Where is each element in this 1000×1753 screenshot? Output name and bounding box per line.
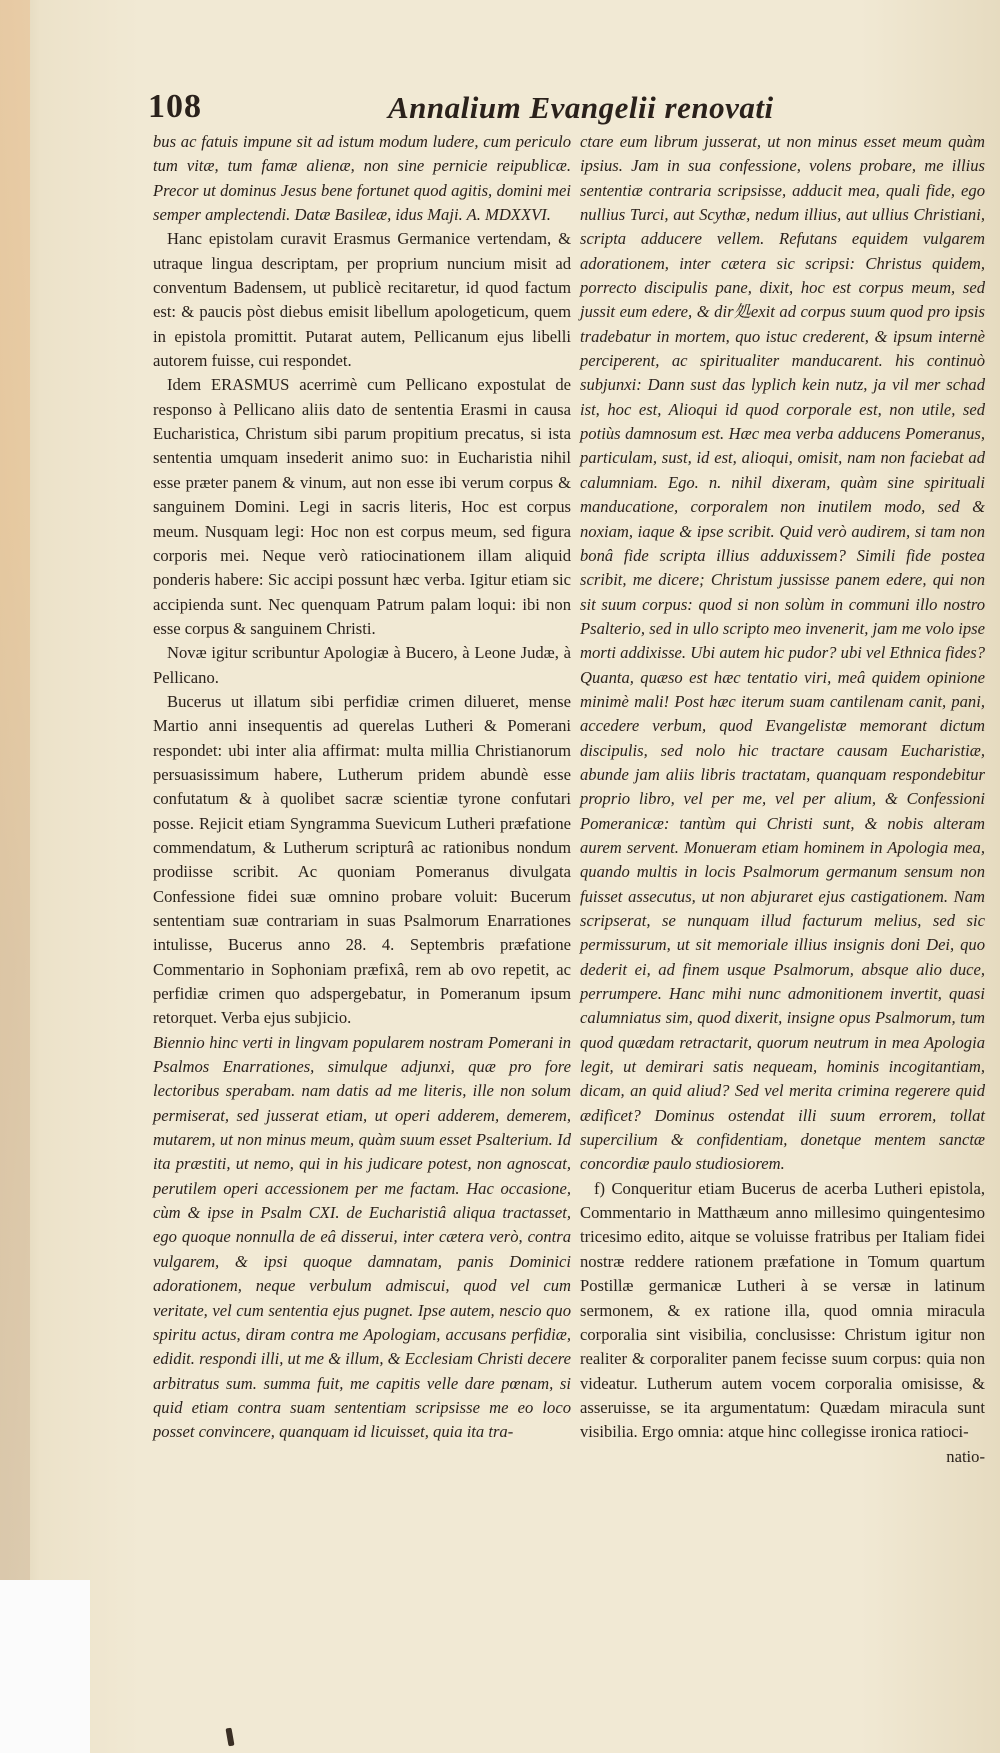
right-column [580, 130, 985, 1469]
catchword: natio- [946, 1446, 985, 1466]
paragraph: f) Conqueritur etiam Bucerus de acerba Lutheri epistola, Commentario in Matthæum anno millesimo quingentesimo tricesimo edito, aitque se voluisse fratribus per Italiam fidei nostræ reddere rationem præfatione in Tomum quartum Postillæ germanicæ Lutheri à se versæ in latinum sermonem, & ex ratione illa, quod omnia miracula corporalia sint visibilia, conclusisse: Christum igitur non realiter & corporaliter panem fecisse suum corpus: quia non videatur. Lutherum autem vocem corporalia omisisse, & asseruisse, se ita argumentatum: Quædam miracula sunt visibilia. Ergo omnia: atque hinc collegisse ironica ratioci- [580, 1178, 985, 1442]
page-header [148, 88, 968, 132]
scan-corner [0, 1580, 90, 1753]
paragraph: Biennio hinc verti in lingvam popularem nostram Pomerani in Psalmos Enarrationes, simulque adjunxi, quæ pro fore lectoribus sperabam. nam datis ad me literis, ille non solum permiserat, sed jusserat etiam, ut operi adderem, demerem, mutarem, ut non minus meum, quàm suum esset Psalterium. Id ita præstiti, ut nemo, qui in his judicare potest, non agnoscat, perutilem operi accessionem per me factam. Hac occasione, cùm & ipse in Psalm CXI. de Eucharistiâ aliqua tractasset, ego quoque nonnulla de eâ disserui, inter cætera verò, contra vulgarem, & ipsi quoque damnatam, panis Dominici adorationem, neque verbulum admiscui, quod vel cum veritate, vel cum sententia ejus pugnet. Ipse autem, nescio quo spiritu actus, diram contra me Apologiam, accusans perfidiæ, edidit. respondi illi, ut me & illum, & Ecclesiam Christi decere arbitratus sum. summa fuit, me capitis velle dare pœnam, si quid etiam contra suam sententiam scripsisse me eo loco posset convincere, quanquam id licuisset, quia ita tra- [153, 1032, 571, 1442]
page-number: 108 [148, 88, 202, 125]
running-title: Annalium Evangelii renovati [388, 90, 774, 125]
paragraph: Idem ERASMUS acerrimè cum Pellicano expostulat de responso à Pellicano aliis dato de sententia Erasmi in causa Eucharistica, Christum sibi parum propitium precatus, si ista sententia umquam insederit animo suo: in Eucharistia nihil esse præter panem & vinum, aut non esse ibi verum corpus & sanguinem Domini. Legi in sacris literis, Hoc est corpus meum. Nusquam legi: Hoc non est corpus meum, sed figura corporis mei. Neque verò ratiocinationem illam aliquid ponderis habere: Sic accipi possunt hæc verba. Igitur etiam sic accipienda sunt. Nec quenquam Patrum palam loqui: ibi non esse corpus & sanguinem Christi. [153, 375, 571, 638]
left-column [153, 130, 571, 1445]
paragraph: Novæ igitur scribuntur Apologiæ à Bucero, à Leone Judæ, à Pellicano. [153, 643, 571, 687]
page-edge-stain [0, 0, 30, 1753]
paragraph: Bucerus ut illatum sibi perfidiæ crimen dilueret, mense Martio anni insequentis ad querelas Lutheri & Pomerani respondet: ubi inter alia affirmat: multa millia Christianorum persuasissimum habere, Lutherum pridem abundè esse confutatum & à quolibet sacræ scientiæ tyrone confutari posse. Rejicit etiam Syngramma Suevicum Lutheri præfatione commendatum, & Lutherum scripturâ ac rationibus nondum prodiisse scribit. Ac quoniam Pomeranus divulgata Confessione fidei suæ omnino probare voluit: Bucerum sententiam suæ contrariam in suas Psalmorum Enarrationes intulisse, Bucerus anno 28. 4. Septembris præfatione Commentario in Sophoniam præfixâ, rem ab ovo repetit, ac perfidiæ crimen quo adspergebatur, in Pomeranum ipsum retorquet. Verba ejus subjicio. [153, 691, 571, 1028]
paragraph: Hanc epistolam curavit Erasmus Germanice vertendam, & utraque lingua descriptam, per proprium nuncium misit ad conventum Badensem, ut publicè recitaretur, id quod factum est: & paucis pòst diebus emisit libellum apologeticum, quem in epistola promittit. Putarat autem, Pellicanum ejus libelli autorem fuisse, cui respondet. [153, 229, 571, 371]
paragraph: ctare eum librum jusserat, ut non minus esset meum quàm ipsius. Jam in sua confessione, volens probare, me illius sententiæ contraria scripsisse, adducit mea, quali fide, ego nullius Turci, aut Scythæ, nedum illius, aut ullius Christiani, scripta adducere vellem. Refutans equidem vulgarem adorationem, inter cætera sic scripsi: Christus quidem, porrecto discipulis pane, dixit, hoc est corpus meum, sed jussit eum edere, & dir処exit ad corpus suum quod pro ipsis tradebatur in mortem, quo istuc crederent, & ipsum internè perciperent, ac spiritualiter manducarent. his continuò subjunxi: Dann sust das lyplich kein nutz, ja vil mer schad ist, hoc est, Alioqui id quod corporale est, non utile, sed potiùs damnosum est. Hæc mea verba adducens Pomeranus, particulam, sust, id est, alioqui, omisit, nam non faciebat ad calumniam. Ego. n. nihil dixeram, quàm sine spirituali manducatione, corporalem non inutilem modo, sed & noxiam, iaque & ipse scribit. Quid verò audirem, si tam non bonâ fide scripta illius adduxissem? Simili fide postea scribit, me dicere; Christum jussisse panem edere, qui non sit suum corpus: quod si non solùm in communi illo nostro Psalterio, sed in ullo scripto meo invenerit, jam me volo ipse morti addixisse. Ubi autem hic pudor? ubi vel Ethnica fides? Quanta, quæso est hæc tentatio viri, meâ quidem opinione minimè mali! Post hæc iterum suam cantilenam canit, pani, accedere verbum, quod Evangelistæ memorant dictum discipulis, sed nolo hic tractare causam Eucharistiæ, abunde jam aliis libris tractatam, quanquam respondebitur proprio libro, vel per me, vel per alium, & Confessioni Pomeranicæ: tantùm qui Christi sunt, & nobis alteram aurem servent. Monueram etiam hominem in Apologia mea, quando multis in locis Psalmorum germanum sensum non fuisset assecutus, ut non abjuraret ejus castigationem. Nam scripserat, se nunquam illud facturum melius, sed sic permissurum, ut sit memoriale illius insignis doni Dei, quo dederit ei, ad finem usque Psalmorum, absque alio duce, perrumpere. Hanc mihi nunc admonitionem invertit, quasi calumniatus sim, quod dixerit, insigne opus Psalmorum, tum quod quædam retractarit, quorum neutrum in mea Apologia legit, ut demirari satis nequeam, hominis incogitantiam, dicam, an quid aliud? Sed vel merita crimina regerere quid ædificet? Dominus ostendat illi suum errorem, tollat supercilium & confidentiam, donetque mentem sanctæ concordiæ paulo studiosiorem. [580, 132, 985, 1174]
paragraph: bus ac fatuis impune sit ad istum modum ludere, cum periculo tum vitæ, tum famæ alienæ, non sine pernicie reipublicæ. Precor ut dominus Jesus bene fortunet quod agitis, domini mei semper amplectendi. Datæ Basileæ, idus Maji. A. MDXXVI. [153, 132, 571, 225]
